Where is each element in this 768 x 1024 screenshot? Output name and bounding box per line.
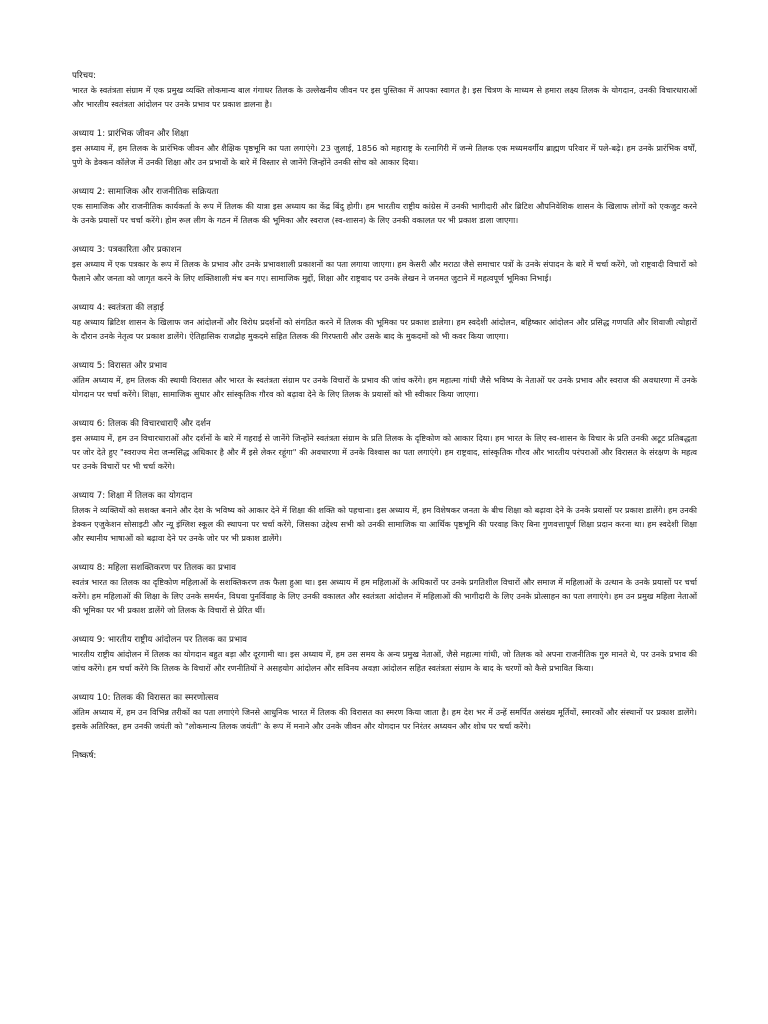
section-text: एक सामाजिक और राजनीतिक कार्यकर्ता के रूप में तिलक की यात्रा इस अध्याय का केंद्र बिंदु होगी। हम भारतीय राष्ट्रीय कांग्रेस में उनकी भागीदारी और ब्रिटिश औपनिवेशिक शासन के खिलाफ लोगों को एकजुट करने के उनके प्रयासों पर चर्चा करेंगे। होम रूल लीग के गठन में तिलक की भूमिका और स्वराज (स्व-शासन) के लिए उनकी वकालत पर भी प्रकाश डाला जाएगा। bbox=[72, 201, 697, 225]
section-text: स्वतंत्र भारत का तिलक का दृष्टिकोण महिलाओं के सशक्तिकरण तक फैला हुआ था। इस अध्याय में हम महिलाओं के अधिकारों पर उनके प्रगतिशील विचारों और समाज में महिलाओं के उत्थान के उनके प्रयासों पर चर्चा करेंगे। हम महिलाओं की शिक्षा के लिए उनके समर्थन, विधवा पुनर्विवाह के लिए उनकी वकालत और स्वतंत्रता आंदोलन में महिलाओं की भागीदारी के लिए उनके प्रोत्साहन का पता लगाएंगे। हम उन प्रमुख महिला नेताओं की भूमिका पर भी प्रकाश डालेंगे जो तिलक के विचारों से प्रेरित थीं। bbox=[72, 577, 697, 615]
section-heading: अध्याय 5: विरासत और प्रभाव bbox=[72, 361, 167, 371]
document-body bbox=[72, 70, 697, 779]
section-heading: अध्याय 6: तिलक की विचारधाराएँ और दर्शन bbox=[72, 419, 211, 429]
section-heading: अध्याय 8: महिला सशक्तिकरण पर तिलक का प्रभाव bbox=[72, 563, 236, 573]
section-chapter-10 bbox=[72, 692, 697, 733]
section-text: यह अध्याय ब्रिटिश शासन के खिलाफ जन आंदोलनों और विरोध प्रदर्शनों को संगठित करने में तिलक की भूमिका पर प्रकाश डालेगा। हम स्वदेशी आंदोलन, बहिष्कार आंदोलन और प्रसिद्ध गणपति और शिवाजी त्योहारों के दौरान उनके नेतृत्व पर प्रकाश डालेंगे। ऐतिहासिक राजद्रोह मुकदमे सहित तिलक की गिरफ्तारी और उसके बाद के मुकदमों को भी कवर किया जाएगा। bbox=[72, 317, 697, 341]
section-chapter-3 bbox=[72, 244, 697, 285]
section-text: इस अध्याय में, हम तिलक के प्रारंभिक जीवन और शैक्षिक पृष्ठभूमि का पता लगाएंगे। 23 जुलाई, 1856 को महाराष्ट्र के रत्नागिरी में जन्मे तिलक एक मध्यमवर्गीय ब्राह्मण परिवार में पले-बढ़े। हम उनके प्रारंभिक वर्षों, पुणे के डेक्कन कॉलेज में उनकी शिक्षा और उन प्रभावों के बारे में विस्तार से जानेंगे जिन्होंने उनकी सोच को आकार दिया। bbox=[72, 143, 697, 167]
section-chapter-2 bbox=[72, 186, 697, 227]
section-heading: अध्याय 10: तिलक की विरासत का स्मरणोत्सव bbox=[72, 693, 219, 703]
section-intro bbox=[72, 70, 697, 111]
section-chapter-6 bbox=[72, 418, 697, 473]
section-text: अंतिम अध्याय में, हम तिलक की स्थायी विरासत और भारत के स्वतंत्रता संग्राम पर उनके विचारों के प्रभाव की जांच करेंगे। हम महात्मा गांधी जैसे भविष्य के नेताओं पर उनके प्रभाव और स्वराज की अवधारणा में उनके योगदान पर चर्चा करेंगे। शिक्षा, सामाजिक सुधार और सांस्कृतिक गौरव को बढ़ावा देने के लिए तिलक के प्रयासों को भी स्वीकार किया जाएगा। bbox=[72, 375, 697, 399]
section-chapter-8 bbox=[72, 562, 697, 617]
section-text: तिलक ने व्यक्तियों को सशक्त बनाने और देश के भविष्य को आकार देने में शिक्षा की शक्ति को पहचाना। इस अध्याय में, हम विशेषकर जनता के बीच शिक्षा को बढ़ावा देने के उनके प्रयासों पर प्रकाश डालेंगे। हम उनकी डेक्कन एजुकेशन सोसाइटी और न्यू इंग्लिश स्कूल की स्थापना पर चर्चा करेंगे, जिसका उद्देश्य सभी को उनकी सामाजिक या आर्थिक पृष्ठभूमि की परवाह किए बिना गुणवत्तापूर्ण शिक्षा प्रदान करना था। हम स्वदेशी शिक्षा और स्थानीय भाषाओं को बढ़ावा देने पर उनके जोर पर भी प्रकाश डालेंगे। bbox=[72, 505, 698, 543]
section-heading: निष्कर्ष: bbox=[72, 751, 97, 761]
section-text: इस अध्याय में, हम उन विचारधाराओं और दर्शनों के बारे में गहराई से जानेंगे जिन्होंने स्वतंत्रता संग्राम के प्रति तिलक के दृष्टिकोण को आकार दिया। हम भारत के लिए स्व-शासन के विचार के प्रति उनकी अटूट प्रतिबद्धता पर जोर देते हुए "स्वराज्य मेरा जन्मसिद्ध अधिकार है और मैं इसे लेकर रहूंगा" की अवधारणा में उनके विश्वास का पता लगाएंगे। हम राष्ट्रवाद, सांस्कृतिक गौरव और भारतीय परंपराओं और विरासत के संरक्षण के महत्व पर उनके विचारों पर भी चर्चा करेंगे। bbox=[72, 433, 697, 471]
section-chapter-5 bbox=[72, 360, 697, 401]
section-chapter-9 bbox=[72, 634, 697, 675]
section-heading: अध्याय 4: स्वतंत्रता की लड़ाई bbox=[72, 303, 164, 313]
section-heading: परिचय: bbox=[72, 71, 96, 81]
section-text: अंतिम अध्याय में, हम उन विभिन्न तरीकों का पता लगाएंगे जिनसे आधुनिक भारत में तिलक की विरासत का स्मरण किया जाता है। हम देश भर में उन्हें समर्पित असंख्य मूर्तियों, स्मारकों और संस्थानों पर प्रकाश डालेंगे। इसके अतिरिक्त, हम उनकी जयंती को "लोकमान्य तिलक जयंती" के रूप में मनाने और उनके जीवन और योगदान पर निरंतर अध्ययन और शोध पर चर्चा करेंगे। bbox=[72, 707, 697, 731]
section-heading: अध्याय 2: सामाजिक और राजनीतिक सक्रियता bbox=[72, 187, 219, 197]
section-heading: अध्याय 3: पत्रकारिता और प्रकाशन bbox=[72, 245, 182, 255]
section-conclusion bbox=[72, 750, 697, 762]
section-text: इस अध्याय में एक पत्रकार के रूप में तिलक के प्रभाव और उनके प्रभावशाली प्रकाशनों का पता लगाया जाएगा। हम केसरी और मराठा जैसे समाचार पत्रों के उनके संपादन के बारे में चर्चा करेंगे, जो राष्ट्रवादी विचारों को फैलाने और जनता को जागृत करने के लिए शक्तिशाली मंच बन गए। सामाजिक मुद्दों, शिक्षा और राष्ट्रवाद पर उनके लेखन ने जनमत जुटाने में महत्वपूर्ण भूमिका निभाई। bbox=[72, 259, 697, 283]
section-heading: अध्याय 9: भारतीय राष्ट्रीय आंदोलन पर तिलक का प्रभाव bbox=[72, 635, 247, 645]
section-heading: अध्याय 7: शिक्षा में तिलक का योगदान bbox=[72, 491, 193, 501]
section-heading: अध्याय 1: प्रारंभिक जीवन और शिक्षा bbox=[72, 129, 189, 139]
section-chapter-1 bbox=[72, 128, 697, 169]
section-text: भारतीय राष्ट्रीय आंदोलन में तिलक का योगदान बहुत बड़ा और दूरगामी था। इस अध्याय में, हम उस समय के अन्य प्रमुख नेताओं, जैसे महात्मा गांधी, जो तिलक को अपना राजनीतिक गुरु मानते थे, पर उनके प्रभाव की जांच करेंगे। हम चर्चा करेंगे कि तिलक के विचारों और रणनीतियों ने असहयोग आंदोलन और सविनय अवज्ञा आंदोलन सहित स्वतंत्रता संग्राम के बाद के चरणों को कैसे प्रभावित किया। bbox=[72, 649, 697, 673]
section-chapter-7 bbox=[72, 490, 697, 545]
section-chapter-4 bbox=[72, 302, 697, 343]
section-text: भारत के स्वतंत्रता संग्राम में एक प्रमुख व्यक्ति लोकमान्य बाल गंगाधर तिलक के उल्लेखनीय जीवन पर इस पुस्तिका में आपका स्वागत है। इस चित्रण के माध्यम से हमारा लक्ष्य तिलक के योगदान, उनकी विचारधाराओं और भारतीय स्वतंत्रता आंदोलन पर उनके प्रभाव पर प्रकाश डालना है। bbox=[72, 85, 697, 109]
